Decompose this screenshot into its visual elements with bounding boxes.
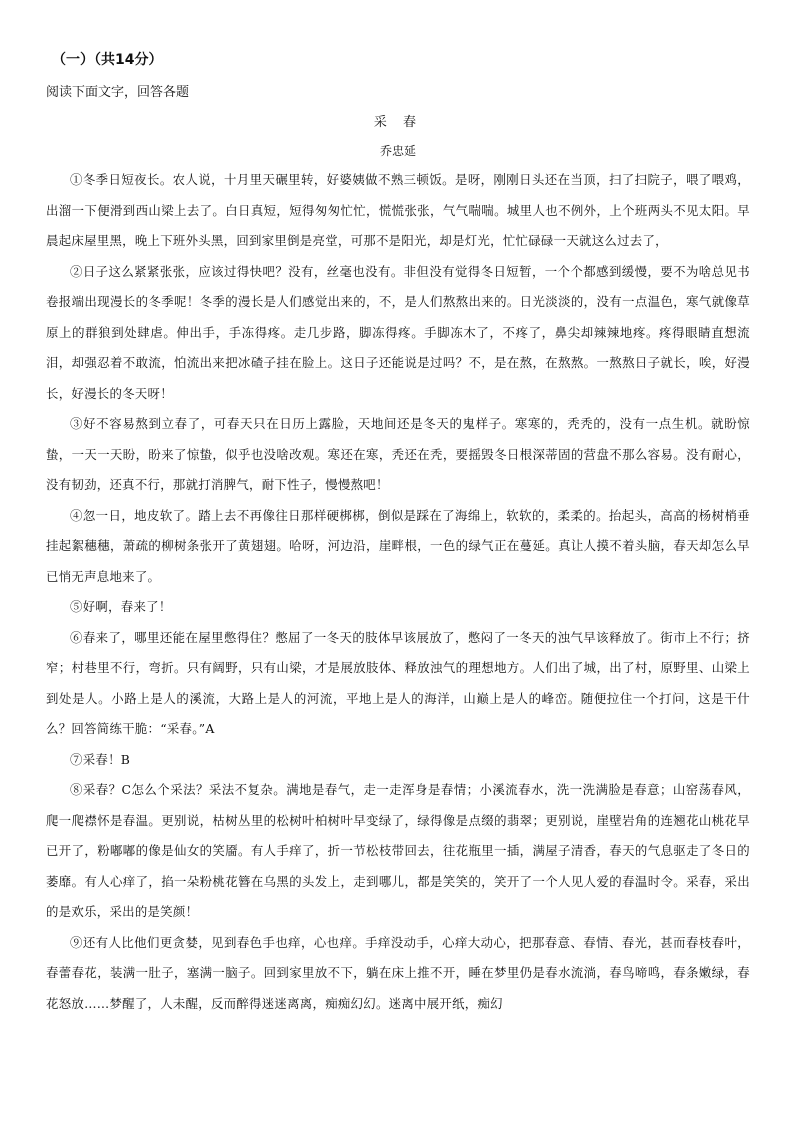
paragraph-6: ⑥春来了，哪里还能在屋里憋得住？憋屈了一冬天的肢体早该展放了，憋闷了一冬天的浊气早该释放了。街市上不行；挤窄；村巷里不行，弯折。只有阔野，只有山梁，才是展放肢体、释放浊气的理想地方。人们出了城，出了村，原野里、山梁上到处是人。小路上是人的溪流，大路上是人的河流，平地上是人的海洋，山巅上是人的峰峦。随便拉住一个打问，这是干什么？回答简练干脆：“采春。”A [46, 629, 750, 736]
article-body [46, 165, 750, 1019]
paragraph-8: ⑧采春？C怎么个采法？采法不复杂。满地是春气，走一走浑身是春情；小溪流春水，洗一洗满脸是春意；山窑荡春风，爬一爬襟怀是春温。更别说，枯树丛里的松树叶柏树叶早变绿了，绿得像是点缀的翡翠；更别说，崖壁岩角的连翘花山桃花早已开了，粉嘟嘟的像是仙女的笑靥。有人手痒了，折一节松枝带回去，往花瓶里一插，满屋子清香，春天的气息驱走了冬日的萎靡。有人心痒了，掐一朵粉桃花簪在乌黑的头发上，走到哪儿，都是笑笑的，笑开了一个人见人爱的春温时令。采春，采出的是欢乐，采出的是笑颜！ [46, 782, 750, 919]
paragraph-9: ⑨还有人比他们更贪婪，见到春色手也痒，心也痒。手痒没动手，心痒大动心，把那春意、春情、春光，甚而春枝春叶，春蕾春花，装满一肚子，塞满一脑子。回到家里放不下，躺在床上推不开，睡在梦里仍是春水流淌，春鸟啼鸣，春条嫩绿，春花怒放……梦醒了，人未醒，反而醉得迷迷离离，痴痴幻幻。迷离中展开纸，痴幻 [46, 934, 750, 1011]
reading-instruction: 阅读下面文字，回答各题 [46, 85, 190, 100]
article-author: 乔忠延 [379, 144, 416, 158]
paragraph-5: ⑤好啊，春来了！ [70, 599, 172, 614]
paragraph-4: ④忽一日，地皮软了。踏上去不再像往日那样硬梆梆，倒似是踩在了海绵上，软软的，柔柔的。抬起头，高高的杨树梢垂挂起絮穗穗，萧疏的柳树条张开了黄翅翅。哈呀，河边沿，崖畔根，一色的绿气正在蔓延。真让人摸不着头脑，春天却怎么早已悄无声息地来了。 [46, 507, 750, 584]
paragraph-2: ②日子这么紧紧张张，应该过得快吧？没有，丝毫也没有。非但没有觉得冬日短暂，一个个都感到缓慢，要不为啥总见书卷报端出现漫长的冬季呢！冬季的漫长是人们感觉出来的，不，是人们熬熬出来的。日光淡淡的，没有一点温色，寒气就像草原上的群狼到处肆虐。伸出手，手冻得疼。走几步路，脚冻得疼。手脚冻木了，不疼了，鼻尖却辣辣地疼。疼得眼睛直想流泪，却强忍着不敢流，怕流出来把冰碴子挂在脸上。这日子还能说是过吗？不，是在熬，在熬熬。一熬熬日子就长，唉，好漫长，好漫长的冬天呀！ [46, 263, 750, 401]
section-header: （一）（共14分） [52, 52, 163, 68]
paragraph-1: ①冬季日短夜长。农人说，十月里天碾里转，好婆姨做不熟三顿饭。是呀，刚刚日头还在当顶，扫了扫院子，喂了喂鸡，出溜一下便滑到西山梁上去了。白日真短，短得匆匆忙忙，慌慌张张，气气喘喘。城里人也不例外，上个班两头不见太阳。早晨起床屋里黑，晚上下班外头黑，回到家里倒是亮堂，可那不是阳光，却是灯光，忙忙碌碌一天就这么过去了， [46, 172, 750, 248]
article-title: 采 春 [373, 115, 423, 130]
paragraph-3: ③好不容易熬到立春了，可春天只在日历上露脸，天地间还是冬天的鬼样子。寒寒的，秃秃的，没有一点生机。就盼惊蛰，一天一天盼，盼来了惊蛰，似乎也没啥改观。寒还在寒，秃还在秃，要摇毁冬日根深蒂固的营盘不那么容易。没有耐心，没有韧劲，还真不行，那就打消脾气，耐下性子，慢慢熬吧！ [46, 416, 750, 492]
paragraph-7: ⑦采春！B [70, 751, 131, 767]
